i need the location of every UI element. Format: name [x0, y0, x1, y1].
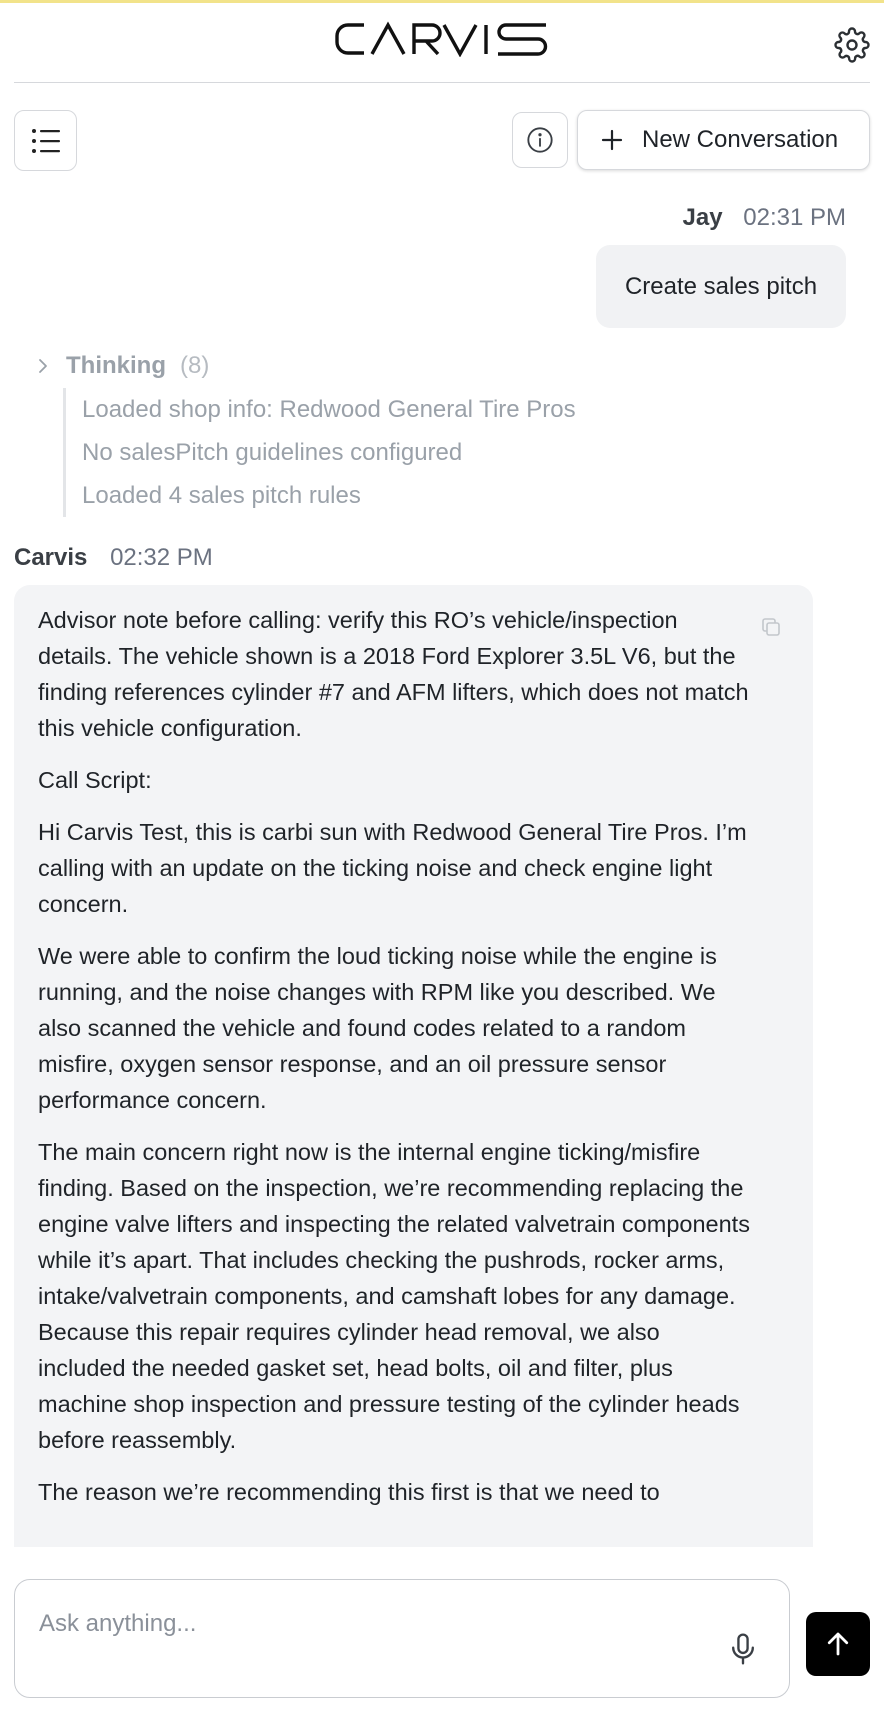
thinking-step: Loaded shop info: Redwood General Tire Pros: [82, 396, 576, 423]
message-composer: [14, 1579, 790, 1698]
assistant-message-meta: [14, 544, 213, 572]
new-conversation-button[interactable]: [577, 110, 870, 170]
assistant-paragraph: Advisor note before calling: verify this RO’s vehicle/inspection details. The vehicle shown is a 2018 Ford Explorer 3.5L V6, but the finding references cylinder #7 and AFM lifters, which does not match this vehicle configuration.: [38, 607, 749, 741]
user-message-text: Create sales pitch: [624, 272, 818, 300]
assistant-paragraph: Call Script:: [38, 767, 152, 793]
conversation-list-button[interactable]: [14, 110, 77, 171]
send-button[interactable]: [806, 1612, 870, 1676]
thinking-toggle[interactable]: [36, 352, 209, 380]
assistant-name: Carvis: [14, 544, 88, 571]
chevron-right-icon: [36, 357, 50, 375]
app-logo: [14, 21, 870, 62]
user-message-bubble: [596, 245, 846, 328]
list-icon: [31, 128, 61, 154]
user-message-meta: [683, 204, 846, 232]
thinking-step: Loaded 4 sales pitch rules: [82, 482, 361, 509]
settings-gear-icon[interactable]: [832, 25, 872, 65]
assistant-paragraph: The main concern right now is the internal engine ticking/misfire finding. Based on the inspection, we’re recommending replacing the engine valve lifters and inspecting the related valvetrain components while it’s apart. That includes checking the pushrods, rocker arms, intake/valvetrain components, and camshaft lobes for any damage. Because this repair requires cylinder head removal, we also included the needed gasket set, head bolts, oil and filter, plus machine shop inspection and pressure testing of the cylinder heads before reassembly.: [38, 1139, 750, 1453]
microphone-icon[interactable]: [727, 1632, 759, 1666]
thinking-steps: [63, 388, 576, 517]
user-name: Jay: [682, 204, 723, 231]
thinking-step: No salesPitch guidelines configured: [82, 439, 463, 466]
info-icon: [526, 126, 554, 154]
thinking-count: (8): [179, 352, 210, 379]
copy-icon[interactable]: [759, 615, 783, 639]
assistant-message-time: 02:32 PM: [110, 544, 213, 571]
message-input[interactable]: [39, 1604, 639, 1644]
plus-icon: [600, 128, 624, 152]
app-header: [14, 3, 870, 83]
assistant-paragraph: We were able to confirm the loud ticking noise while the engine is running, and the noise changes with RPM like you described. We also scanned the vehicle and found codes related to a random misfire, oxygen sensor response, and an oil pressure sensor performance concern.: [38, 943, 717, 1113]
assistant-paragraph: Hi Carvis Test, this is carbi sun with Redwood General Tire Pros. I’m calling with an update on the ticking noise and check engine light concern.: [38, 819, 747, 917]
info-button[interactable]: [512, 112, 568, 168]
chat-thread[interactable]: [0, 190, 884, 1547]
assistant-message-bubble: [14, 585, 813, 1547]
user-message-time: 02:31 PM: [743, 204, 846, 231]
carvis-logo-wordmark: [334, 21, 550, 57]
arrow-up-icon: [823, 1629, 853, 1659]
new-conversation-label: New Conversation: [642, 126, 839, 153]
assistant-paragraph: The reason we’re recommending this first is that we need to: [38, 1479, 660, 1505]
thinking-label: Thinking: [66, 352, 166, 379]
